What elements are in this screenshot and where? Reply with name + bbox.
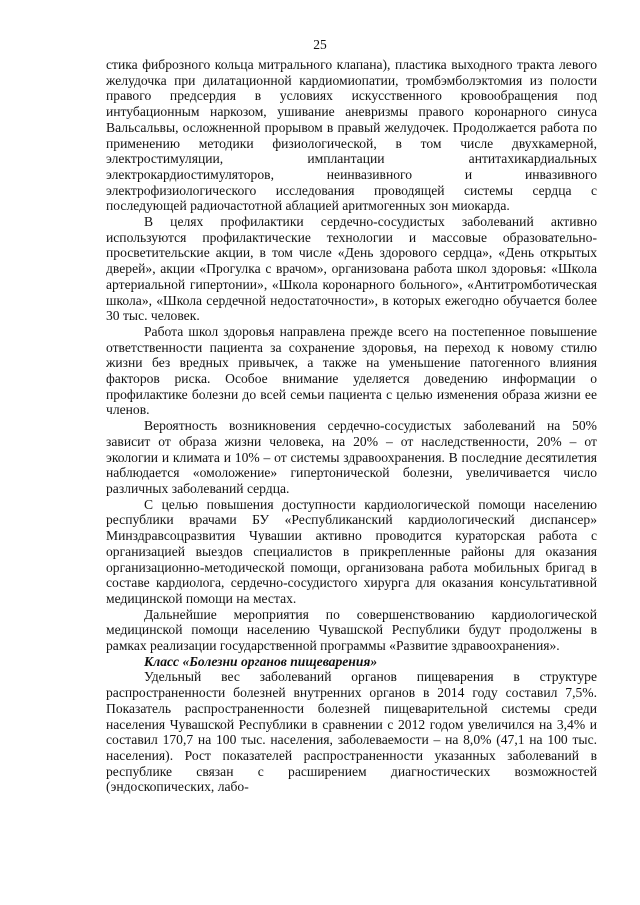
section-heading: Класс «Болезни органов пищеварения»: [144, 653, 378, 669]
page-number: 25: [313, 37, 327, 52]
paragraph-further-measures: Дальнейшие мероприятия по совершенствованию кардиологической медицинской помощи населению Чувашской Республики будут продолжены в рамках реализации государственной программы «Развитие здравоохранения».: [106, 606, 597, 654]
paragraph-risk-factors: Вероятность возникновения сердечно-сосудистых заболеваний на 50% зависит от образа жизни человека, на 20% – от наследственности, 20% – от экологии и климата и 10% – от системы здравоохранения. В последние десятилетия наблюдается «омоложение» гипертонической болезни, увеличивается число различных заболеваний сердца.: [106, 418, 597, 496]
paragraph-prevention: В целях профилактики сердечно-сосудистых заболеваний активно используются профилактические технологии и массовые образовательно-просветительские акции, в том числе «День здорового сердца», «День открытых дверей», акции «Прогулка с врачом», организована работа школ здоровья: «Школа артериальной гипертонии», «Школа коронарного больного», «Антитромботическая школа», «Школа сердечной недостаточности», в которых ежегодно обучается более 30 тыс. человек.: [106, 214, 597, 324]
body-text: [106, 57, 597, 795]
paragraph-continued: стика фиброзного кольца митрального клапана), пластика выходного тракта левого желудочка при дилатационной кардиомиопатии, тромбэмболэктомия из полости правого предсердия в условиях искусственного кровообращения под интубационным наркозом, ушивание аневризмы правого коронарного синуса Вальсальвы, осложненной прорывом в правый желудочек. Продолжается работа по применению методики физиологической, в том числе двухкамерной, электростимуляции, имплантации антитахикардиальных электрокардиостимуляторов, неинвазивного и инвазивного электрофизиологического исследования проводящей системы сердца с последующей радиочастотной аблацией аритмогенных зон миокарда.: [106, 57, 597, 214]
paragraph-health-schools: Работа школ здоровья направлена прежде всего на постепенное повышение ответственности пациента за сохранение здоровья, на переход к новому стилю жизни без вредных привычек, а также на уменьшение патогенного влияния факторов риска. Особое внимание уделяется доведению информации о профилактике болезни до всей семьи пациента с целью изменения образа жизни ее членов.: [106, 323, 597, 418]
paragraph-digestive-diseases: Удельный вес заболеваний органов пищеварения в структуре распространенности болезней внутренних органов в 2014 году составил 7,5%. Показатель распространенности болезней пищеварительной системы среди населения Чувашской Республики в сравнении с 2012 годом увеличился на 3,4% и составил 170,7 на 100 тыс. населения, заболеваемости – на 8,0% (47,1 на 100 тыс. населения). Рост показателей распространенности указанных заболеваний в республике связан с расширением диагностических возможностей (эндоскопических, лабо-: [106, 669, 597, 795]
paragraph-accessibility: С целью повышения доступности кардиологической помощи населению республики врачами БУ «Республиканский кардиологический диспансер» Минздравсоцразвития Чувашии активно проводится кураторская работа с организацией выездов специалистов в прикрепленные районы для оказания организационно-методической помощи, организована работа мобильных бригад в составе кардиолога, сердечно-сосудистого хирурга для оказания консультативной медицинской помощи на местах.: [106, 496, 597, 606]
